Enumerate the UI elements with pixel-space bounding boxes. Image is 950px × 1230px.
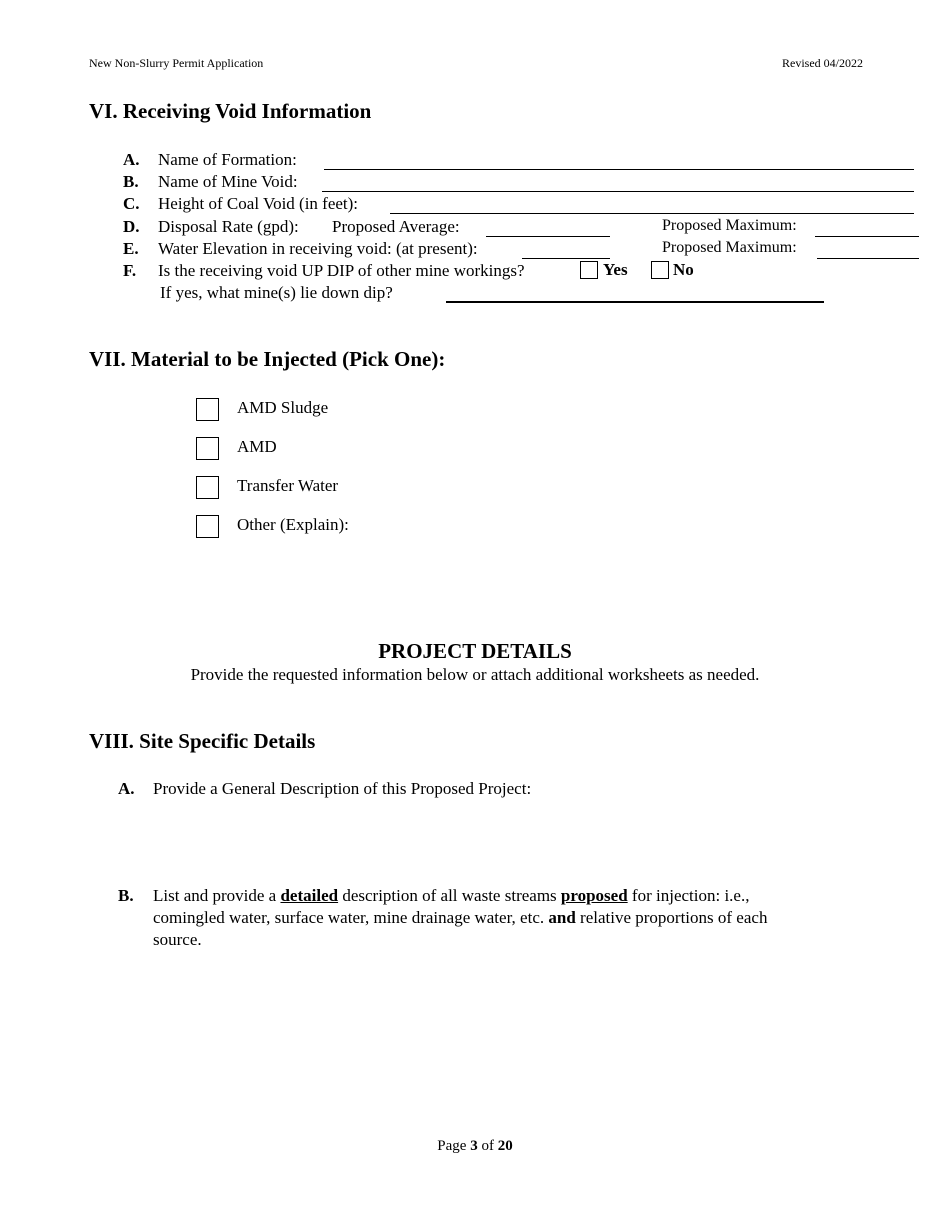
page-word: Page [437,1138,471,1154]
elevation-maximum-label: Proposed Maximum: [662,239,797,256]
item-8b-text-2: description of all waste streams [338,886,561,905]
revised-date: Revised 04/2022 [782,56,863,70]
down-dip-mines-field[interactable] [446,301,824,303]
item-f-letter: F. [123,261,137,280]
up-dip-yes-checkbox[interactable] [580,261,598,279]
form-name: New Non-Slurry Permit Application [89,56,264,70]
item-8a-text: Provide a General Description of this Proposed Project: [153,779,532,798]
other-checkbox[interactable] [196,515,219,538]
item-e-letter: E. [123,239,139,258]
item-d-label: Disposal Rate (gpd): [158,217,299,236]
project-details-subtitle: Provide the requested information below or attach additional worksheets as needed. [190,665,760,684]
disposal-maximum-field[interactable] [815,236,919,237]
item-d-letter: D. [123,217,140,236]
item-8b-text-4: comingled water, surface water, mine drainage water, etc. [153,908,549,927]
down-dip-question: If yes, what mine(s) lie down dip? [160,283,393,302]
proposed-emphasis: proposed [560,886,628,905]
item-f-label: Is the receiving void UP DIP of other mine workings? [158,261,525,280]
of-word: of [477,1138,498,1154]
page-number [0,1138,950,1155]
water-elevation-field[interactable] [522,258,610,259]
item-8b-line-2 [153,908,767,928]
formation-name-field[interactable] [324,169,914,170]
section-6-title: VI. Receiving Void Information [89,99,372,123]
transfer-water-label: Transfer Water [237,476,339,495]
project-details-title: PROJECT DETAILS [378,639,572,663]
transfer-water-checkbox[interactable] [196,476,219,499]
page-total: 20 [497,1138,513,1154]
elevation-maximum-field[interactable] [817,258,919,259]
item-8b-letter: B. [118,886,134,905]
and-emphasis: and [548,908,576,927]
item-a-label: Name of Formation: [158,150,297,169]
item-a-letter: A. [123,150,140,169]
item-8b-line-3: source. [153,930,202,949]
proposed-average-label: Proposed Average: [332,217,460,236]
page-current: 3 [470,1138,478,1154]
section-8-title: VIII. Site Specific Details [89,729,316,753]
section-7-title: VII. Material to be Injected (Pick One): [89,347,446,371]
yes-label: Yes [603,260,628,279]
coal-void-height-field[interactable] [390,213,914,214]
amd-label: AMD [237,437,277,456]
amd-checkbox[interactable] [196,437,219,460]
other-label: Other (Explain): [237,515,349,534]
item-e-label: Water Elevation in receiving void: (at present): [158,239,478,258]
amd-sludge-checkbox[interactable] [196,398,219,421]
detailed-emphasis: detailed [280,886,339,905]
mine-void-name-field[interactable] [322,191,914,192]
item-8b-text-5: relative proportions of each [575,908,768,927]
item-b-label: Name of Mine Void: [158,172,298,191]
item-8b-text-3: for injection: i.e., [627,886,750,905]
amd-sludge-label: AMD Sludge [237,398,329,417]
item-c-label: Height of Coal Void (in feet): [158,194,359,213]
item-b-letter: B. [123,172,139,191]
no-label: No [673,260,694,279]
item-8b-text-1: List and provide a [153,886,281,905]
item-8a-letter: A. [118,779,135,798]
item-8b-line-1 [153,886,749,906]
up-dip-no-checkbox[interactable] [651,261,669,279]
disposal-average-field[interactable] [486,236,610,237]
disposal-maximum-label: Proposed Maximum: [662,217,797,234]
item-c-letter: C. [123,194,140,213]
